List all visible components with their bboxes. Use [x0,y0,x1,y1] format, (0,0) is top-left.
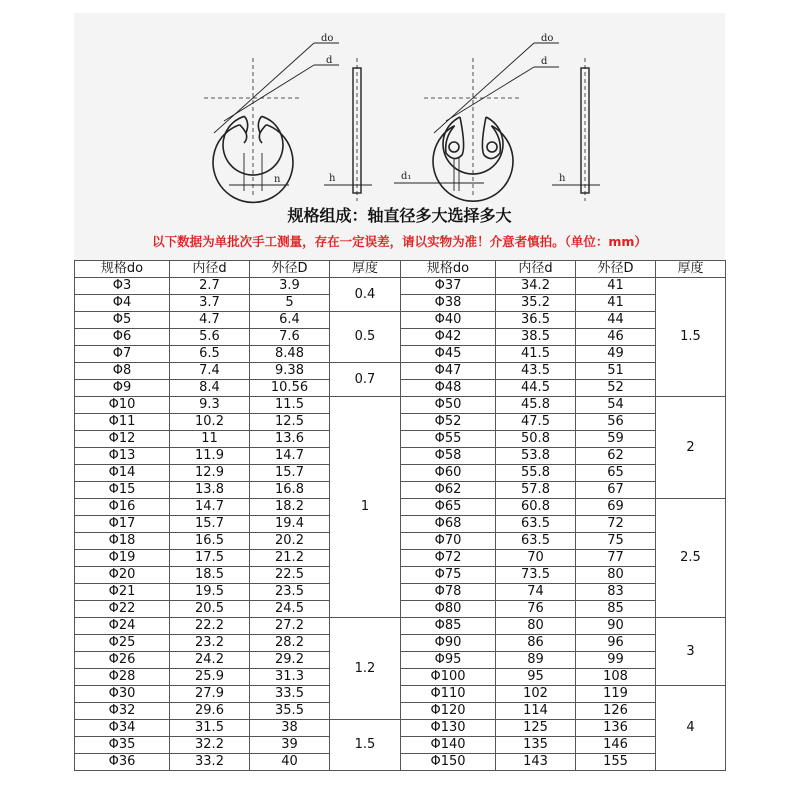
table-cell: Φ5 [75,312,170,329]
table-cell: 46 [576,329,656,346]
table-cell: 32.2 [170,737,250,754]
table-cell: Φ60 [401,465,496,482]
table-cell: 11 [170,431,250,448]
table-cell: 54 [576,397,656,414]
table-cell: 89 [496,652,576,669]
table-cell: 14.7 [250,448,330,465]
table-cell: 56 [576,414,656,431]
table-cell: Φ20 [75,567,170,584]
table-cell: 29.2 [250,652,330,669]
table-cell: 77 [576,550,656,567]
table-cell: Φ45 [401,346,496,363]
table-row [75,380,726,397]
table-cell: 6.5 [170,346,250,363]
table-cell: 143 [496,754,576,771]
table-row [75,737,726,754]
table-cell: 41 [576,278,656,295]
table-cell: 63.5 [496,516,576,533]
table-cell: 12.9 [170,465,250,482]
table-cell: Φ47 [401,363,496,380]
thickness-cell: 0.4 [330,278,401,312]
table-cell: Φ55 [401,431,496,448]
table-cell: 72 [576,516,656,533]
column-header: 厚度 [330,261,401,278]
label-d1-right: d₁ [401,171,412,182]
table-cell: Φ22 [75,601,170,618]
thickness-cell: 1.5 [330,720,401,771]
table-cell: Φ50 [401,397,496,414]
table-cell: 5 [250,295,330,312]
label-h-left: h [329,173,336,184]
thickness-cell: 1 [330,397,401,618]
table-cell: 108 [576,669,656,686]
label-d-right: d [541,56,548,67]
table-cell: 25.9 [170,669,250,686]
thickness-cell: 0.5 [330,312,401,363]
table-cell: 67 [576,482,656,499]
table-cell: Φ16 [75,499,170,516]
table-cell: 55.8 [496,465,576,482]
table-cell: 20.2 [250,533,330,550]
table-cell: 76 [496,601,576,618]
table-row [75,312,726,329]
table-cell: Φ40 [401,312,496,329]
table-row [75,618,726,635]
table-cell: 28.2 [250,635,330,652]
table-cell: 57.8 [496,482,576,499]
table-cell: Φ7 [75,346,170,363]
table-cell: 23.2 [170,635,250,652]
table-cell: 69 [576,499,656,516]
table-row [75,516,726,533]
table-cell: Φ95 [401,652,496,669]
table-cell: Φ85 [401,618,496,635]
table-cell: Φ24 [75,618,170,635]
label-d-left: d [326,55,333,66]
table-cell: 13.8 [170,482,250,499]
table-cell: 16.8 [250,482,330,499]
table-cell: 33.2 [170,754,250,771]
table-cell: Φ78 [401,584,496,601]
table-cell: 59 [576,431,656,448]
table-cell: Φ30 [75,686,170,703]
table-cell: 24.5 [250,601,330,618]
table-row [75,533,726,550]
table-cell: 34.2 [496,278,576,295]
table-row [75,278,726,295]
table-cell: 114 [496,703,576,720]
table-row [75,584,726,601]
table-cell: Φ11 [75,414,170,431]
table-cell: 41 [576,295,656,312]
table-cell: Φ4 [75,295,170,312]
table-cell: 2.7 [170,278,250,295]
table-cell: Φ110 [401,686,496,703]
table-cell: 11.9 [170,448,250,465]
table-cell: 43.5 [496,363,576,380]
column-header: 内径d [496,261,576,278]
table-cell: 119 [576,686,656,703]
table-cell: 33.5 [250,686,330,703]
table-cell: 39 [250,737,330,754]
table-cell: 19.4 [250,516,330,533]
table-row [75,499,726,516]
table-cell: 126 [576,703,656,720]
table-cell: 65 [576,465,656,482]
table-cell: 53.8 [496,448,576,465]
table-cell: Φ37 [401,278,496,295]
measurement-note: 以下数据为单批次手工测量，存在一定误差，请以实物为准！介意者慎拍。（单位：mm） [152,234,647,249]
table-cell: 41.5 [496,346,576,363]
label-h-right: h [559,173,566,184]
table-cell: 5.6 [170,329,250,346]
table-cell: Φ21 [75,584,170,601]
table-row [75,754,726,771]
table-cell: Φ9 [75,380,170,397]
spec-table [74,260,726,771]
table-row [75,601,726,618]
spec-title: 规格组成：轴直径多大选择多大 [287,206,512,225]
table-cell: 60.8 [496,499,576,516]
column-header: 规格do [401,261,496,278]
table-cell: Φ17 [75,516,170,533]
table-cell: 23.5 [250,584,330,601]
table-cell: Φ26 [75,652,170,669]
table-cell: 62 [576,448,656,465]
table-cell: Φ130 [401,720,496,737]
table-cell: 10.56 [250,380,330,397]
table-cell: Φ150 [401,754,496,771]
table-row [75,482,726,499]
table-cell: Φ12 [75,431,170,448]
table-cell: 52 [576,380,656,397]
table-cell: Φ42 [401,329,496,346]
table-cell: 11.5 [250,397,330,414]
table-cell: 35.2 [496,295,576,312]
table-cell: 14.7 [170,499,250,516]
table-row [75,567,726,584]
table-cell: Φ14 [75,465,170,482]
table-cell: Φ68 [401,516,496,533]
label-do-right: do [541,33,554,44]
table-row [75,652,726,669]
column-header: 规格do [75,261,170,278]
table-cell: 35.5 [250,703,330,720]
column-header: 内径d [170,261,250,278]
table-cell: 20.5 [170,601,250,618]
spec-table-body [75,261,726,771]
table-cell: 38 [250,720,330,737]
table-row [75,295,726,312]
table-cell: 135 [496,737,576,754]
table-cell: 8.4 [170,380,250,397]
table-cell: Φ34 [75,720,170,737]
table-cell: 125 [496,720,576,737]
table-cell: 70 [496,550,576,567]
table-cell: 29.6 [170,703,250,720]
table-cell: 9.3 [170,397,250,414]
table-cell: Φ90 [401,635,496,652]
table-row [75,329,726,346]
table-cell: 27.9 [170,686,250,703]
table-cell: 8.48 [250,346,330,363]
table-cell: 10.2 [170,414,250,431]
table-cell: 44 [576,312,656,329]
column-header: 外径D [250,261,330,278]
table-row [75,431,726,448]
table-cell: 75 [576,533,656,550]
table-cell: 4.7 [170,312,250,329]
table-cell: Φ8 [75,363,170,380]
table-cell: Φ25 [75,635,170,652]
table-cell: 146 [576,737,656,754]
table-cell: Φ52 [401,414,496,431]
thickness-cell: 2.5 [656,499,726,618]
table-row [75,720,726,737]
table-cell: Φ70 [401,533,496,550]
table-cell: 90 [576,618,656,635]
table-cell: 27.2 [250,618,330,635]
thickness-cell: 4 [656,686,726,771]
table-row [75,465,726,482]
table-cell: 21.2 [250,550,330,567]
table-cell: Φ28 [75,669,170,686]
diagram-panel [74,13,725,260]
thickness-cell: 1.5 [656,278,726,397]
table-cell: 51 [576,363,656,380]
table-row [75,346,726,363]
column-header: 厚度 [656,261,726,278]
table-cell: Φ18 [75,533,170,550]
table-cell: Φ75 [401,567,496,584]
thickness-cell: 0.7 [330,363,401,397]
label-do-left: do [321,33,334,44]
table-cell: 38.5 [496,329,576,346]
table-cell: Φ13 [75,448,170,465]
table-cell: Φ3 [75,278,170,295]
table-cell: 15.7 [250,465,330,482]
table-cell: Φ19 [75,550,170,567]
table-cell: 49 [576,346,656,363]
table-row [75,414,726,431]
table-cell: Φ62 [401,482,496,499]
table-cell: Φ120 [401,703,496,720]
table-cell: 44.5 [496,380,576,397]
table-row [75,703,726,720]
table-cell: 12.5 [250,414,330,431]
table-cell: Φ58 [401,448,496,465]
table-cell: 85 [576,601,656,618]
table-cell: 13.6 [250,431,330,448]
thickness-cell: 1.2 [330,618,401,720]
table-cell: 15.7 [170,516,250,533]
table-cell: Φ48 [401,380,496,397]
table-cell: 45.8 [496,397,576,414]
table-cell: 73.5 [496,567,576,584]
table-cell: 99 [576,652,656,669]
table-cell: 3.9 [250,278,330,295]
table-row [75,448,726,465]
table-cell: 31.5 [170,720,250,737]
table-cell: 3.7 [170,295,250,312]
table-cell: 7.4 [170,363,250,380]
thickness-cell: 3 [656,618,726,686]
table-row [75,363,726,380]
table-cell: 155 [576,754,656,771]
table-cell: Φ38 [401,295,496,312]
table-cell: Φ10 [75,397,170,414]
table-cell: 40 [250,754,330,771]
table-header-row [75,261,726,278]
table-cell: Φ80 [401,601,496,618]
table-cell: 80 [576,567,656,584]
table-cell: 31.3 [250,669,330,686]
table-cell: 63.5 [496,533,576,550]
table-cell: Φ35 [75,737,170,754]
table-cell: 47.5 [496,414,576,431]
table-cell: Φ36 [75,754,170,771]
table-cell: 17.5 [170,550,250,567]
thickness-cell: 2 [656,397,726,499]
table-cell: 36.5 [496,312,576,329]
table-cell: 96 [576,635,656,652]
table-cell: 74 [496,584,576,601]
table-cell: 19.5 [170,584,250,601]
table-cell: Φ100 [401,669,496,686]
table-cell: Φ32 [75,703,170,720]
table-cell: 18.2 [250,499,330,516]
table-row [75,397,726,414]
table-cell: 16.5 [170,533,250,550]
table-row [75,686,726,703]
table-cell: Φ15 [75,482,170,499]
table-cell: 86 [496,635,576,652]
table-cell: 9.38 [250,363,330,380]
table-cell: 18.5 [170,567,250,584]
table-cell: 50.8 [496,431,576,448]
table-cell: Φ6 [75,329,170,346]
table-cell: 83 [576,584,656,601]
column-header: 外径D [576,261,656,278]
table-cell: Φ140 [401,737,496,754]
table-cell: Φ72 [401,550,496,567]
table-cell: 136 [576,720,656,737]
table-cell: 95 [496,669,576,686]
table-cell: Φ65 [401,499,496,516]
table-row [75,550,726,567]
table-cell: 22.2 [170,618,250,635]
table-cell: 24.2 [170,652,250,669]
table-row [75,669,726,686]
table-cell: 80 [496,618,576,635]
table-row [75,635,726,652]
table-cell: 6.4 [250,312,330,329]
table-cell: 7.6 [250,329,330,346]
table-cell: 102 [496,686,576,703]
label-n-left: n [274,174,281,185]
table-cell: 22.5 [250,567,330,584]
